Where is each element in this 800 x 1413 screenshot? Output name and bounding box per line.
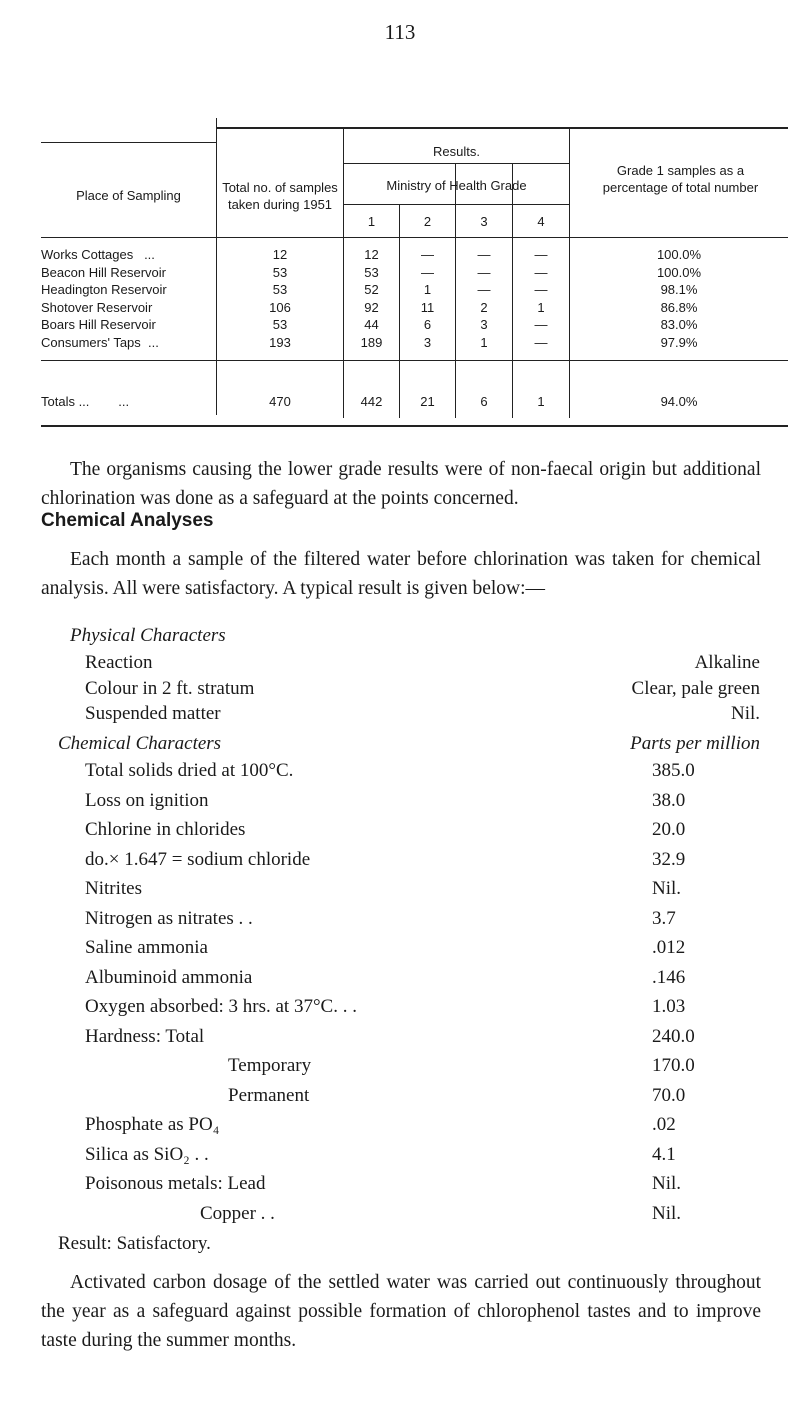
chemical-value: 70.0 [652,1084,686,1106]
cell-g1: 52 [364,282,379,298]
chemical-label: Nitrogen as nitrates . . [85,907,253,929]
cell-pct: 100.0% [656,264,702,280]
cell-g2: 11 [420,299,435,315]
chemical-label: Silica as SiO₂ . . [85,1143,209,1165]
chemical-value: 38.0 [652,789,686,811]
cell-total: 53 [272,264,288,280]
totals-label: Totals ... ... [41,394,130,409]
cell-g4: — [534,282,548,298]
page-number: 113 [384,20,416,44]
cell-g3: — [477,282,491,298]
cell-place: Headington Reservoir [41,282,167,298]
header-grade-4: 4 [537,214,545,229]
paragraph-monthly-sample: Each month a sample of the filtered water before chlorination was taken for chemical analysis. All were satisfactory. A typical result is given below:— [41,549,761,599]
cell-g2: 1 [423,282,432,298]
chemical-value: .146 [652,966,686,988]
chemical-value: Nil. [652,878,682,899]
header-grade-1: 1 [367,214,376,229]
cell-total: 193 [269,335,291,350]
rule-grades [344,204,569,205]
totals-total: 470 [269,394,291,409]
physical-label: Suspended matter [85,703,221,724]
chemical-value: Nil. [652,1173,682,1194]
cell-g2: 6 [423,317,432,333]
totals-pct: 94.0% [660,394,698,409]
totals-g1: 442 [360,394,383,409]
cell-g3: — [477,247,491,262]
physical-label: Reaction [85,652,153,673]
cell-pct: 83.0% [660,317,698,333]
chemical-label: Hardness: Total [85,1025,205,1047]
header-total: Total no. of samples taken during 1951 [222,180,338,212]
chemical-label: Albuminoid ammonia [85,966,253,988]
cell-g1: 12 [364,247,379,262]
cell-total: 12 [272,247,288,262]
chemical-label: Nitrites [85,878,142,899]
results-table [0,0,800,440]
cell-g3: 2 [480,299,488,315]
cell-g2: 3 [423,335,432,350]
cell-g3: — [477,264,491,280]
cell-total: 53 [272,282,288,298]
physical-value: Clear, pale green [631,677,760,699]
cell-place: Works Cottages ... [41,247,155,262]
paragraph-activated-carbon: Activated carbon dosage of the settled water was carried out continuously throughout the year as a safeguard against possible formation of chlorophenol tastes and to improve taste during the summer months. [41,1272,761,1351]
header-ministry: Ministry of Health Grade [386,178,527,193]
cell-place: Consumers' Taps ... [41,335,159,350]
chemical-value: 1.03 [652,996,686,1017]
cell-place: Shotover Reservoir [41,299,153,315]
cell-place: Boars Hill Reservoir [41,317,156,333]
chemical-value: 385.0 [652,760,695,781]
cell-g1: 92 [364,299,379,315]
cell-g1: 189 [360,335,383,350]
cell-place: Beacon Hill Reservoir [41,264,166,280]
physical-title: Physical Characters [70,625,226,646]
chemical-value: Nil. [652,1202,682,1224]
chemical-value: 20.0 [652,819,686,840]
physical-value: Alkaline [694,652,760,673]
chemical-label: Loss on ignition [85,789,209,811]
cell-g1: 53 [364,264,379,280]
cell-g3: 1 [480,335,488,350]
cell-g4: — [534,264,548,280]
chemical-value: 240.0 [652,1025,695,1047]
rule-top-left [41,142,216,143]
cell-pct: 100.0% [656,247,702,262]
chemical-label: Phosphate as PO₄ [85,1114,220,1135]
paragraph-organisms: The organisms causing the lower grade results were of non-faecal origin but additional chlorination was done as a safeguard at the points concerned. [41,459,761,509]
rule-header-bottom [41,237,788,238]
cell-g2: — [421,264,434,280]
cell-pct: 86.8% [660,299,698,315]
chemical-value: .02 [652,1114,676,1135]
heading-chemical-analyses: Chemical Analyses [41,510,214,531]
chemical-label: Copper . . [200,1202,275,1224]
cell-g2: — [421,247,434,262]
cell-g1: 44 [364,317,379,333]
chemical-label: Oxygen absorbed: 3 hrs. at 37°C. . . [85,996,357,1017]
chemical-label: Temporary [228,1055,312,1076]
chemical-label: Poisonous metals: Lead [85,1173,266,1194]
header-place: Place of Sampling [76,188,181,203]
cell-g3: 3 [480,317,488,333]
cell-g4: — [534,317,548,333]
rule-results [344,163,569,164]
chemical-value: 3.7 [652,907,676,929]
chemical-label: Total solids dried at 100°C. [85,760,294,781]
chemical-label: do.× 1.647 = sodium chloride [85,848,311,870]
cell-g4: — [534,247,548,262]
cell-g4: — [534,335,548,350]
rule-bottom [41,425,788,427]
chemical-value: 4.1 [652,1143,676,1165]
totals-g3: 6 [480,394,488,409]
chemical-value: .012 [652,937,686,958]
chemical-value: 170.0 [652,1055,695,1076]
chemical-value: 32.9 [652,848,686,870]
totals-g2: 21 [420,394,435,409]
header-results: Results. [433,144,480,159]
chemical-label: Saline ammonia [85,937,208,958]
cell-pct: 98.1% [660,282,698,298]
chemical-units: Parts per million [630,733,760,754]
chemical-label: Permanent [228,1084,310,1106]
chemical-title: Chemical Characters [58,733,222,754]
physical-label: Colour in 2 ft. stratum [85,677,255,699]
physical-value: Nil. [730,703,760,724]
rule-top [216,127,788,129]
chemical-label: Chlorine in chlorides [85,819,246,840]
cell-pct: 97.9% [660,335,698,350]
cell-total: 106 [269,299,291,315]
totals-g4: 1 [537,394,545,409]
header-grade1: Grade 1 samples as a percentage of total number [602,163,759,195]
cell-g4: 1 [537,299,545,315]
chemical-result: Result: Satisfactory. [58,1233,211,1254]
rule-body-bottom [41,360,788,361]
header-grade-3: 3 [480,214,488,229]
header-grade-2: 2 [423,214,432,229]
cell-total: 53 [272,317,288,333]
